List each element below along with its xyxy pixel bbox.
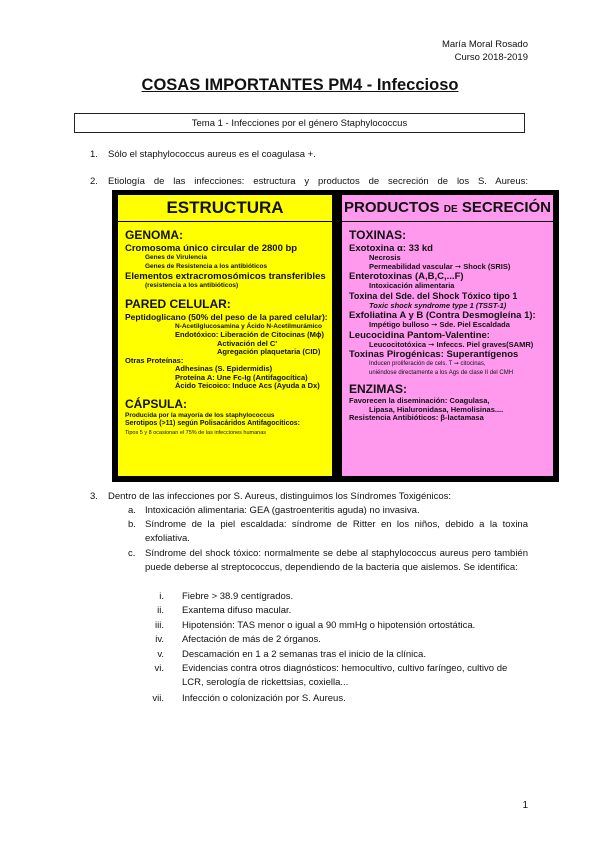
pared-subline: Adhesinas (S. Epidermidis) (175, 364, 273, 373)
document-title: COSAS IMPORTANTES PM4 - Infeccioso (141, 76, 459, 94)
list-text: Dentro de las infecciones por S. Aureus, distinguimos los Síndromes Toxigénicos: (108, 491, 452, 502)
capsula-line: Serotipos (>11) según Polisacáridos Antifagocíticos: (125, 420, 300, 427)
capsula-line: Tipos 5 y 8 ocasionan el 75% de las infecciones humanas (125, 429, 267, 436)
author-block (442, 38, 528, 64)
enzima-subline: Lipasa, Hialuronidasa, Hemolisinas.... (369, 404, 504, 414)
roman-numeral: iii. (155, 620, 164, 631)
genoma-line: Cromosoma único circular de 2800 bp (125, 243, 298, 254)
roman-numeral: vi. (154, 663, 164, 674)
staphylococcus-figure (112, 190, 559, 482)
list-number: 2. (90, 176, 98, 187)
pared-subline: Endotóxico: Liberación de Citocinas (Mϕ) (175, 330, 324, 339)
toxina-line: Leucocidina Pantom-Valentine: (349, 329, 490, 341)
criterion-text: Exantema difuso macular. (182, 605, 292, 616)
toxina-subline: Leucocitotóxica ➞ Infeccs. Piel graves(SAMR) (369, 339, 534, 349)
toxina-subline: Impétigo bulloso ➞ Sde. Piel Escaldada (369, 320, 510, 329)
productos-title (342, 195, 553, 222)
list-number: 3. (90, 491, 98, 502)
pared-heading: PARED CELULAR: (125, 296, 231, 311)
toxina-line: Toxinas Pirogénicas: Superantígenos (349, 349, 519, 360)
pared-subline: Ácido Teicoico: Induce Acs (Ayuda a Dx) (175, 381, 320, 390)
criterion-text: Fiebre > 38.9 centígrados. (182, 591, 294, 602)
sub-letter: b. (128, 519, 136, 530)
sub-text: Síndrome de la piel escaldada: síndrome de Ritter en los niños, debido a la toxina exfoliativa. (145, 519, 528, 544)
genoma-subline: Genes de Virulencia (145, 254, 208, 261)
list-number: 1. (90, 149, 98, 160)
list-text: Etiología de las infecciones: estructura y productos de secreción de los S. Aureus: (108, 176, 528, 187)
sub-letter: a. (128, 505, 136, 516)
pared-line: Peptidoglicano (50% del peso de la pared celular): (125, 311, 328, 322)
toxina-subline: Intoxicación alimentaria (369, 281, 455, 290)
roman-numeral: vii. (152, 693, 164, 704)
pared-line: Otras Proteínas: (125, 355, 184, 365)
enzimas-heading: ENZIMAS: (349, 382, 407, 396)
sub-text: Intoxicación alimentaria: GEA (gastroenteritis aguda) no invasiva. (145, 505, 420, 516)
criterion-text: Afectación de más de 2 órganos. (182, 634, 321, 645)
productos-title-word: SECRECIÓN (461, 199, 551, 216)
toxina-line: Enterotoxinas (A,B,C,...F) (349, 271, 464, 282)
list-text: Sólo el staphylococcus aureus es el coagulasa +. (108, 149, 316, 160)
enzima-line: Favorecen la diseminación: Coagulasa, (349, 396, 490, 405)
pared-subline: Activación del C' (217, 338, 278, 348)
roman-numeral: ii. (157, 605, 164, 616)
toxina-line: Exfoliatina A y B (Contra Desmogleína 1): (349, 310, 536, 321)
toxina-line: Toxina del Sde. del Shock Tóxico tipo 1 (349, 290, 518, 301)
toxina-subline: Inducen proliferación de cels. T ➞ citocinas, (369, 361, 486, 367)
pared-subline: Agregación plaquetaria (CID) (217, 347, 321, 356)
estructura-title: ESTRUCTURA (118, 195, 332, 222)
toxina-subline: Necrosis (369, 253, 401, 262)
toxina-subline: Permeabilidad vascular ➞ Shock (SRIS) (369, 261, 511, 271)
roman-numeral: i. (159, 591, 164, 602)
genoma-line: Elementos extracromosómicos transferibles (125, 271, 326, 282)
genoma-subline: Genes de Resistencia a los antibióticos (145, 262, 268, 270)
genoma-heading: GENOMA: (125, 228, 183, 242)
productos-title-de: DE (443, 204, 458, 215)
pared-subline: Proteína A: Une Fc-Ig (Antifagocítica) (175, 372, 308, 382)
roman-numeral: iv. (155, 634, 164, 645)
criterion-text: Descamación en 1 a 2 semanas tras el inicio de la clínica. (182, 649, 426, 660)
roman-numeral: v. (157, 649, 164, 660)
estructura-panel (118, 195, 332, 476)
toxina-subline: Toxic shock syndrome type 1 (TSST-1) (369, 300, 507, 310)
criterion-text: Evidencias contra otros diagnósticos: hemocultivo, cultivo faríngeo, cultivo de LCR, serología de rickettsias, coxiella... (182, 663, 508, 688)
sub-letter: c. (128, 548, 136, 559)
author-name: María Moral Rosado (441, 39, 528, 50)
enzima-line: Resistencia Antibióticos: β-lactamasa (349, 413, 484, 422)
course-year: Curso 2018-2019 (454, 52, 528, 63)
toxinas-heading: TOXINAS: (349, 228, 407, 242)
capsula-heading: CÁPSULA: (125, 396, 187, 411)
capsula-line: Producida por la mayoría de los staphylococcus (125, 411, 275, 419)
criterion-text: Infección o colonización por S. Aureus. (182, 693, 346, 704)
toxina-line: Exotoxina α: 33 kd (349, 243, 433, 254)
topic-box: Tema 1 - Infecciones por el género Staphylococcus (74, 113, 525, 133)
criterion-text: Hipotensión: TAS menor o igual a 90 mmHg o hipotensión ortostática. (182, 620, 476, 631)
pared-subline: N-Acetilglucosamina y Ácido N-Acetilmurámico (175, 322, 323, 330)
page-number: 1 (522, 800, 528, 811)
toxina-subline: uniéndose directamente a los Ags de clase II del CMH (369, 369, 514, 376)
sub-text: Síndrome del shock tóxico: normalmente se debe al staphylococcus aureus pero también puede deberse al streptococcus, dependiendo de la bacteria que aislemos. Se identifica: (145, 548, 528, 573)
genoma-subline: (resistencia a los antibióticos) (145, 282, 239, 289)
productos-panel (342, 195, 553, 476)
productos-title-word: PRODUCTOS (343, 199, 440, 216)
